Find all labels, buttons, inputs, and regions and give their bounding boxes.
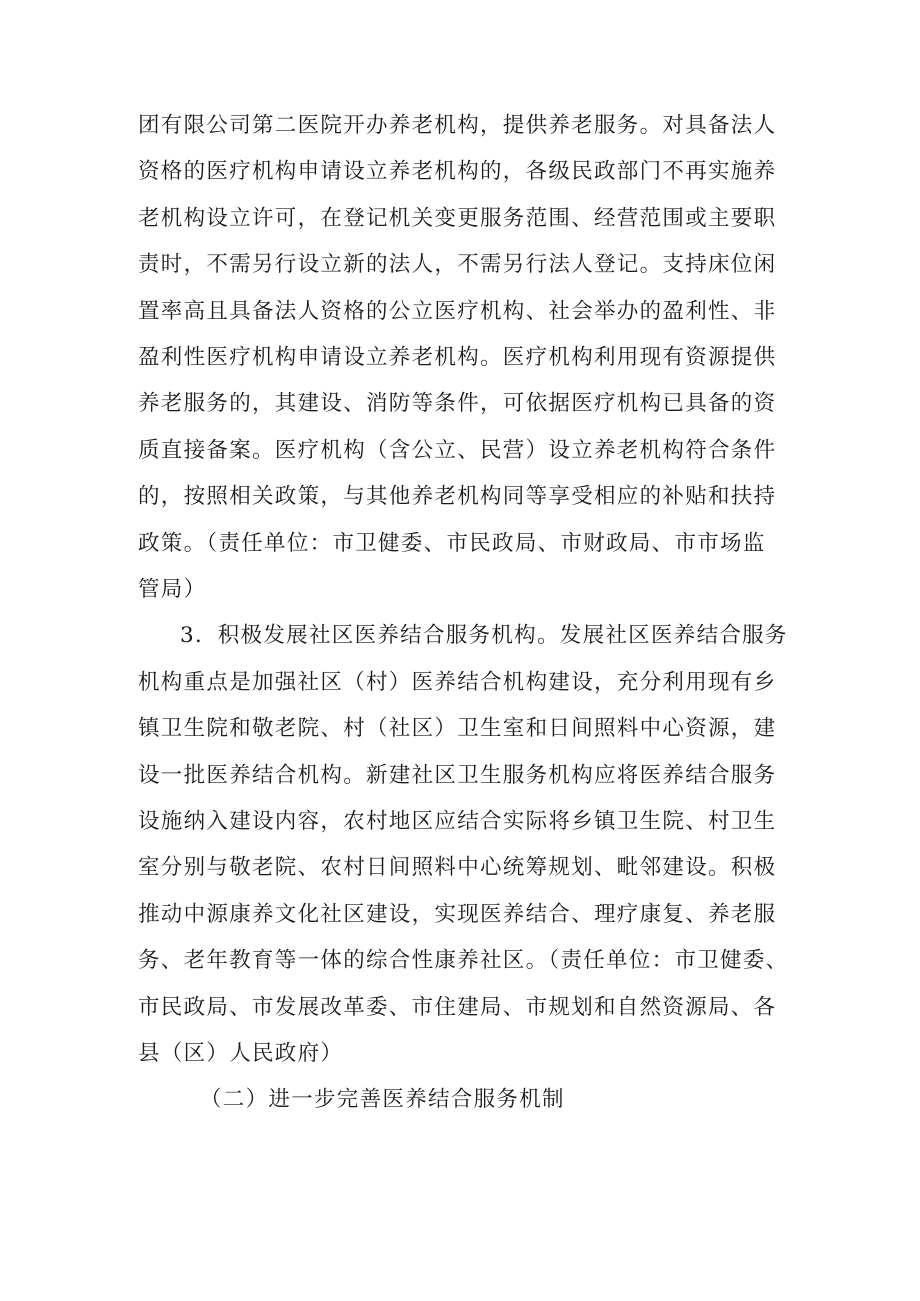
paragraph-line: 责时，不需另行设立新的法人，不需另行法人登记。支持床位闲 [138, 252, 777, 278]
paragraph-line: 盈利性医疗机构申请设立养老机构。医疗机构利用现有资源提供 [138, 345, 777, 370]
paragraph-line: 团有限公司第二医院开办养老机构，提供养老服务。对具备法人 [138, 113, 777, 138]
paragraph-line: 推动中源康养文化社区建设，实现医养结合、理疗康复、养老服 [138, 901, 777, 927]
paragraph-line: 养老服务的，其建设、消防等条件，可依据医疗机构已具备的资 [138, 391, 777, 417]
paragraph-line: 的，按照相关政策，与其他养老机构同等享受相应的补贴和扶持 [138, 484, 777, 510]
paragraph-line: 市民政局、市发展改革委、市住建局、市规划和自然资源局、各 [138, 994, 777, 1020]
paragraph-line: 镇卫生院和敬老院、村（社区）卫生室和日间照料中心资源，建 [138, 716, 777, 742]
paragraph-line: 机构重点是加强社区（村）医养结合机构建设，充分利用现有乡 [138, 669, 777, 695]
paragraph-line: 质直接备案。医疗机构（含公立、民营）设立养老机构符合条件 [138, 437, 777, 463]
paragraph-line: 务、老年教育等一体的综合性康养社区。（责任单位：市卫健委、 [138, 948, 789, 974]
paragraph-line: 置率高且具备法人资格的公立医疗机构、社会举办的盈利性、非 [138, 298, 777, 324]
paragraph-line: 设一批医养结合机构。新建社区卫生服务机构应将医养结合服务 [138, 762, 777, 788]
paragraph-line: 3．积极发展社区医养结合服务机构。发展社区医养结合服务 [180, 623, 788, 649]
paragraph-line: 室分别与敬老院、农村日间照料中心统筹规划、毗邻建设。积极 [138, 855, 777, 881]
paragraph-line: 县（区）人民政府） [138, 1041, 344, 1066]
paragraph-line: 设施纳入建设内容，农村地区应结合实际将乡镇卫生院、村卫生 [138, 809, 777, 834]
paragraph-line: 资格的医疗机构申请设立养老机构的，各级民政部门不再实施养 [138, 159, 777, 185]
paragraph-line: 管局） [138, 577, 207, 602]
paragraph-line: 老机构设立许可，在登记机关变更服务范围、经营范围或主要职 [138, 205, 777, 231]
paragraph-line: 政策。（责任单位：市卫健委、市民政局、市财政局、市市场监 [138, 530, 766, 556]
section-heading: （二）进一步完善医养结合服务机制 [200, 1087, 565, 1113]
